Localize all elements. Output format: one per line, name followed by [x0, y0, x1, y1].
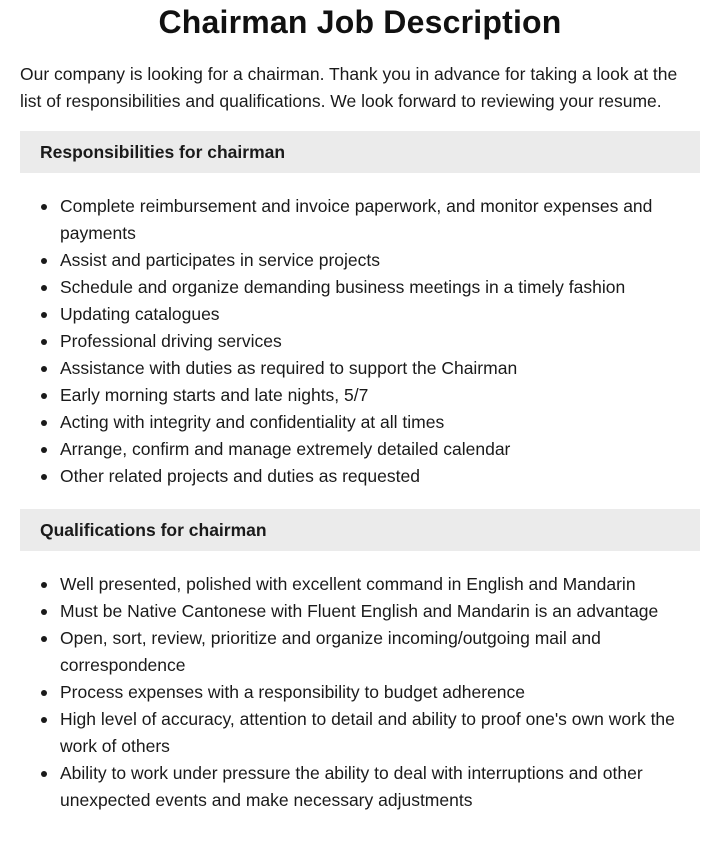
bullet-icon	[41, 258, 47, 264]
list-item	[20, 706, 700, 760]
list-item-text: Open, sort, review, prioritize and organize incoming/outgoing mail and correspondence	[60, 628, 601, 675]
list-item	[20, 355, 700, 382]
bullet-icon	[41, 717, 47, 723]
list-item	[20, 247, 700, 274]
list-item	[20, 625, 700, 679]
list-item	[20, 436, 700, 463]
list-item	[20, 598, 700, 625]
list-item	[20, 301, 700, 328]
list-item-text: Must be Native Cantonese with Fluent English and Mandarin is an advantage	[60, 601, 659, 621]
list-item-text: Complete reimbursement and invoice paperwork, and monitor expenses and payments	[60, 196, 653, 243]
list-item-text: Early morning starts and late nights, 5/7	[60, 385, 369, 405]
list-item-text: Acting with integrity and confidentiality at all times	[60, 412, 445, 432]
list-item-text: Assistance with duties as required to support the Chairman	[60, 358, 518, 378]
list-item	[20, 274, 700, 301]
list-item	[20, 193, 700, 247]
list-item-text: Other related projects and duties as requested	[60, 466, 420, 486]
responsibilities-header	[20, 131, 700, 173]
list-item	[20, 571, 700, 598]
list-item	[20, 679, 700, 706]
list-item-text: Well presented, polished with excellent command in English and Mandarin	[60, 574, 636, 594]
bullet-icon	[41, 285, 47, 291]
bullet-icon	[41, 393, 47, 399]
bullet-icon	[41, 474, 47, 480]
bullet-icon	[41, 771, 47, 777]
responsibilities-list	[20, 193, 700, 490]
list-item-text: Ability to work under pressure the ability to deal with interruptions and other unexpected events and make necessary adjustments	[60, 763, 643, 810]
bullet-icon	[41, 312, 47, 318]
list-item-text: Schedule and organize demanding business meetings in a timely fashion	[60, 277, 626, 297]
list-item-text: Professional driving services	[60, 331, 282, 351]
list-item	[20, 328, 700, 355]
bullet-icon	[41, 636, 47, 642]
list-item-text: High level of accuracy, attention to detail and ability to proof one's own work the work of others	[60, 709, 675, 756]
list-item-text: Process expenses with a responsibility to budget adherence	[60, 682, 525, 702]
list-item	[20, 409, 700, 436]
intro-paragraph: Our company is looking for a chairman. Thank you in advance for taking a look at the list of responsibilities and qualifications. We look forward to reviewing your resume.	[20, 64, 678, 111]
bullet-icon	[41, 582, 47, 588]
bullet-icon	[41, 690, 47, 696]
qualifications-header	[20, 509, 700, 551]
bullet-icon	[41, 339, 47, 345]
list-item-text: Arrange, confirm and manage extremely detailed calendar	[60, 439, 511, 459]
qualifications-list	[20, 571, 700, 814]
bullet-icon	[41, 447, 47, 453]
qualifications-heading: Qualifications for chairman	[40, 519, 267, 540]
page-title: Chairman Job Description	[158, 4, 562, 40]
list-item	[20, 463, 700, 490]
bullet-icon	[41, 366, 47, 372]
list-item-text: Assist and participates in service projects	[60, 250, 380, 270]
bullet-icon	[41, 420, 47, 426]
list-item-text: Updating catalogues	[60, 304, 220, 324]
bullet-icon	[41, 609, 47, 615]
bullet-icon	[41, 204, 47, 210]
list-item	[20, 760, 700, 814]
responsibilities-heading: Responsibilities for chairman	[40, 141, 286, 162]
list-item	[20, 382, 700, 409]
